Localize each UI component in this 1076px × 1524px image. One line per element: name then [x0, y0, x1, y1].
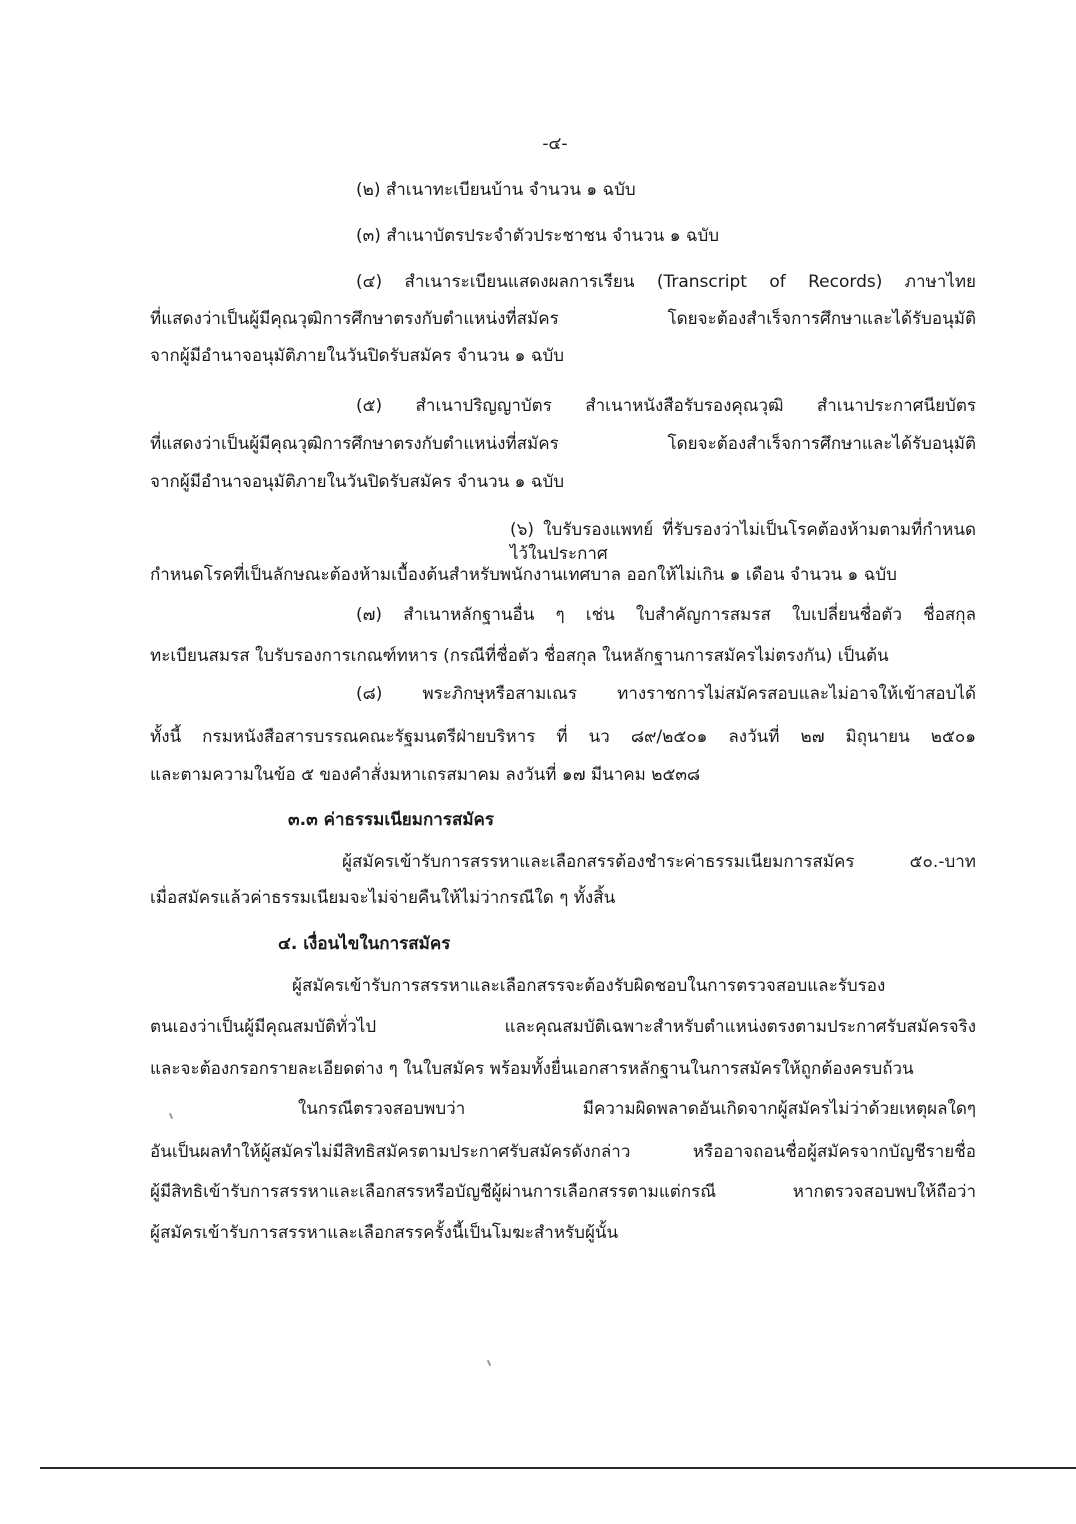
item-6-line-2: กำหนดโรคที่เป็นลักษณะต้องห้ามเบื้องต้นสำหรับพนักงานเทศบาล ออกให้ไม่เกิน ๑ เดือน จำนวน ๑ ฉบับ — [150, 565, 897, 585]
section-4-para-1-line-3: และจะต้องกรอกรายละเอียดต่าง ๆ ในใบสมัคร พร้อมทั้งยื่นเอกสารหลักฐานในการสมัครให้ถูกต้องครบถ้วน — [150, 1059, 914, 1079]
section-3-3-line-1: ผู้สมัครเข้ารับการสรรหาและเลือกสรรต้องชำระค่าธรรมเนียมการสมัคร ๕๐.-บาท — [342, 852, 976, 872]
section-3-3-line-2: เมื่อสมัครแล้วค่าธรรมเนียมจะไม่จ่ายคืนให้ไม่ว่ากรณีใด ๆ ทั้งสิ้น — [150, 888, 616, 908]
item-2: (๒) สำเนาทะเบียนบ้าน จำนวน ๑ ฉบับ — [356, 180, 636, 200]
section-4-para-1-line-2: ตนเองว่าเป็นผู้มีคุณสมบัติทั่วไป และคุณสมบัติเฉพาะสำหรับตำแหน่งตรงตามประกาศรับสมัครจริง — [150, 1017, 976, 1037]
section-3-3-heading: ๓.๓ ค่าธรรมเนียมการสมัคร — [288, 810, 495, 830]
item-6-line-1: (๖) ใบรับรองแพทย์ ที่รับรองว่าไม่เป็นโรคต้องห้ามตามที่กำหนดไว้ในประกาศ — [510, 520, 976, 564]
item-5-line-1: (๕) สำเนาปริญญาบัตร สำเนาหนังสือรับรองคุณวุฒิ สำเนาประกาศนียบัตร — [356, 396, 976, 416]
item-3: (๓) สำเนาบัตรประจำตัวประชาชน จำนวน ๑ ฉบับ — [356, 226, 720, 246]
scan-speck — [169, 1113, 173, 1119]
item-4-line-1: (๔) สำเนาระเบียนแสดงผลการเรียน (Transcript of Records) ภาษาไทย — [356, 272, 976, 292]
section-4-para-2-line-4: ผู้สมัครเข้ารับการสรรหาและเลือกสรรครั้งนี้เป็นโมฆะสำหรับผู้นั้น — [150, 1223, 619, 1243]
item-7-line-2: ทะเบียนสมรส ใบรับรองการเกณฑ์ทหาร (กรณีที่ชื่อตัว ชื่อสกุล ในหลักฐานการสมัครไม่ตรงกัน) เป็นต้น — [150, 646, 889, 666]
bottom-rule — [40, 1467, 1076, 1469]
section-4-heading: ๔. เงื่อนไขในการสมัคร — [278, 934, 451, 954]
item-4-line-2: ที่แสดงว่าเป็นผู้มีคุณวุฒิการศึกษาตรงกับตำแหน่งที่สมัคร โดยจะต้องสำเร็จการศึกษาและได้รับอนุมัติ — [150, 309, 976, 329]
section-4-para-2-line-2: อันเป็นผลทำให้ผู้สมัครไม่มีสิทธิสมัครตามประกาศรับสมัครดังกล่าว หรืออาจถอนชื่อผู้สมัครจากบัญชีรายชื่อ — [150, 1142, 976, 1162]
page-number: -๔- — [542, 134, 568, 154]
item-5-line-3: จากผู้มีอำนาจอนุมัติภายในวันปิดรับสมัคร จำนวน ๑ ฉบับ — [150, 472, 565, 492]
section-4-para-2-line-1: ในกรณีตรวจสอบพบว่า มีความผิดพลาดอันเกิดจากผู้สมัครไม่ว่าด้วยเหตุผลใดๆ — [298, 1099, 976, 1119]
item-8-line-1: (๘) พระภิกษุหรือสามเณร ทางราชการไม่สมัครสอบและไม่อาจให้เข้าสอบได้ — [356, 684, 976, 704]
item-4-line-3: จากผู้มีอำนาจอนุมัติภายในวันปิดรับสมัคร จำนวน ๑ ฉบับ — [150, 346, 565, 366]
item-8-line-3: และตามความในข้อ ๕ ของคำสั่งมหาเถรสมาคม ลงวันที่ ๑๗ มีนาคม ๒๕๓๘ — [150, 765, 701, 785]
section-4-para-1-line-1: ผู้สมัครเข้ารับการสรรหาและเลือกสรรจะต้องรับผิดชอบในการตรวจสอบและรับรอง — [292, 976, 886, 996]
item-7-line-1: (๗) สำเนาหลักฐานอื่น ๆ เช่น ใบสำคัญการสมรส ใบเปลี่ยนชื่อตัว ชื่อสกุล — [356, 605, 976, 625]
item-8-line-2: ทั้งนี้ กรมหนังสือสารบรรณคณะรัฐมนตรีฝ่ายบริหาร ที่ นว ๘๙/๒๕๐๑ ลงวันที่ ๒๗ มิถุนายน ๒๕๐๑ — [150, 727, 976, 747]
item-5-line-2: ที่แสดงว่าเป็นผู้มีคุณวุฒิการศึกษาตรงกับตำแหน่งที่สมัคร โดยจะต้องสำเร็จการศึกษาและได้รับอนุมัติ — [150, 434, 976, 454]
scan-speck — [487, 1360, 491, 1366]
section-4-para-2-line-3: ผู้มีสิทธิเข้ารับการสรรหาและเลือกสรรหรือบัญชีผู้ผ่านการเลือกสรรตามแต่กรณี หากตรวจสอบพบให้ถือว่า — [150, 1182, 976, 1202]
